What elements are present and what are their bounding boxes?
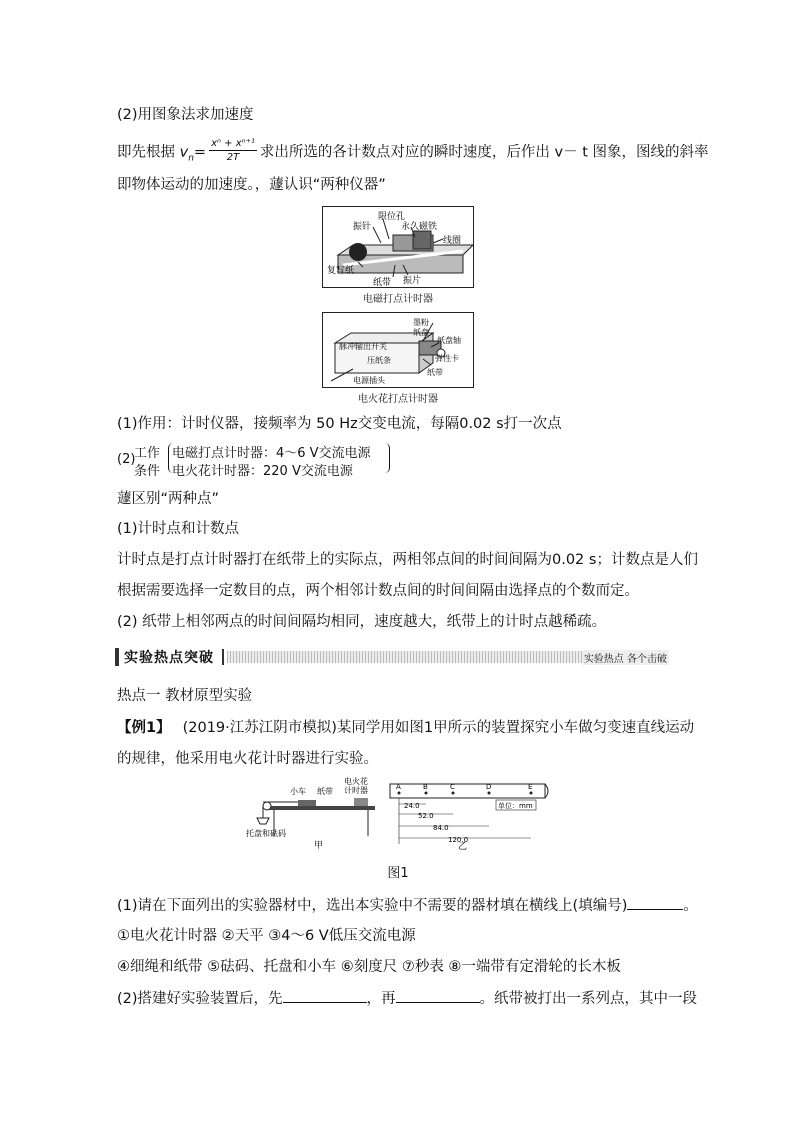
distance-ac: 52.0 xyxy=(418,812,434,820)
question-2-c: 。纸带被打出一系列点，其中一段 xyxy=(479,991,698,1007)
banner-title: 实验热点突破 xyxy=(124,650,214,666)
formula-v: v xyxy=(179,144,189,161)
banner-right-text: 实验热点 各个击破 xyxy=(582,650,669,665)
distance-ad: 84.0 xyxy=(433,824,449,832)
formula-line xyxy=(117,139,709,167)
label-pulse-switch: 脉冲输出开关 xyxy=(339,342,387,351)
tape-drawing xyxy=(388,778,553,850)
equipment-list-2: ④细绳和纸带 ⑤砝码、托盘和小车 ⑥刻度尺 ⑦秒表 ⑧一端带有定滑轮的长木板 xyxy=(117,959,621,975)
question-2-a: (2)搭建好实验装置后，先 xyxy=(117,991,283,1007)
spark-timer-caption: 电火花打点计时器 xyxy=(358,394,438,405)
points-title: (1)计时点和计数点 xyxy=(117,521,240,537)
formula-eq: = xyxy=(193,144,207,161)
example-tag: 【例1】 xyxy=(117,720,171,736)
points-paragraph-2: 根据需要选择一定数目的点，两个相邻计数点间的时间间隔由选择点的个数而定。 xyxy=(117,583,639,599)
example-1-text-1: (2019·江苏江阴市模拟)某同学用如图1甲所示的装置探究小车做匀变速直线运动 xyxy=(182,720,695,736)
recognize-title: 蘧认识“两种仪器” xyxy=(269,177,386,193)
label-vibrator: 振片 xyxy=(403,276,422,286)
distance-ae: 120.0 xyxy=(448,836,469,844)
distance-ab: 24.0 xyxy=(404,802,420,810)
section-title-graph-method: (2)用图象法求加速度 xyxy=(117,107,254,123)
question-2-blank-2[interactable] xyxy=(396,988,480,1003)
example-1-line-2: 的规律，他采用电火花计时器进行实验。 xyxy=(117,751,378,767)
hot-topic-1: 热点一 教材原型实验 xyxy=(117,688,253,704)
point-c: C xyxy=(450,783,455,791)
label-timer: 计时器 xyxy=(344,786,368,795)
spark-timer-figure xyxy=(322,312,474,388)
question-2-b: ，再 xyxy=(366,991,396,1007)
question-1-text: (1)请在下面列出的实验器材中，选出本实验中不需要的器材填在横线上(填编号) xyxy=(117,898,628,914)
banner-left-bar xyxy=(115,648,119,666)
working-conditions xyxy=(117,441,417,479)
electromagnetic-timer-drawing xyxy=(323,207,473,287)
label-reel-axle: 纸盘轴 xyxy=(437,336,461,345)
point-e: E xyxy=(528,783,533,791)
apparatus-figure xyxy=(242,776,377,851)
spark-timer-drawing xyxy=(323,313,473,387)
caption-yi: 乙 xyxy=(458,842,468,850)
label-tape: 纸带 xyxy=(373,278,392,287)
example-1-line-1 xyxy=(117,718,694,738)
label-limit-hole: 限位孔 xyxy=(378,212,406,222)
label-press-strip: 压纸条 xyxy=(367,356,391,365)
point-d: D xyxy=(486,783,492,791)
label-coil: 线圈 xyxy=(443,236,462,246)
label-spring-clip: 弹性卡 xyxy=(435,354,459,363)
formula-denominator: 2T xyxy=(226,152,240,163)
point-b: B xyxy=(423,783,428,791)
cond-item-2: 电火花计时器：220 V交流电源 xyxy=(172,464,353,479)
label-tape: 纸带 xyxy=(427,368,443,377)
label-tray-weights: 托盘和砝码 xyxy=(246,829,286,838)
label-toner: 墨粉 xyxy=(413,318,429,327)
electromagnetic-timer-caption: 电磁打点计时器 xyxy=(363,294,433,305)
cond-prefix: (2) xyxy=(117,452,136,467)
right-brace xyxy=(385,443,390,473)
electromagnetic-timer-figure xyxy=(322,206,474,288)
label-carbon-paper: 复写纸 xyxy=(327,266,355,276)
question-1-blank[interactable] xyxy=(627,895,683,910)
label-tape: 纸带 xyxy=(317,787,333,796)
tape-figure xyxy=(388,778,553,850)
accel-line xyxy=(117,175,386,195)
question-2 xyxy=(117,988,697,1009)
cond-item-1: 电磁打点计时器：4～6 V交流电源 xyxy=(172,446,371,461)
cond-word-2: 条件 xyxy=(134,464,161,479)
question-1 xyxy=(117,895,698,916)
label-spark: 电火花 xyxy=(344,777,368,786)
section-banner xyxy=(115,648,675,666)
point-a: A xyxy=(396,783,401,791)
question-2-blank-1[interactable] xyxy=(283,988,367,1003)
formula-v-sub: n xyxy=(188,153,194,164)
accel-text: 即物体运动的加速度。， xyxy=(117,177,270,193)
distinguish-title: 蘧区别“两种点” xyxy=(117,491,220,507)
formula-pre: 即先根据 xyxy=(117,144,180,161)
formula-fraction xyxy=(209,137,257,164)
points-paragraph-3: (2) 纸带上相邻两点的时间间隔均相同，速度越大，纸带上的计时点越稀疏。 xyxy=(117,614,607,630)
label-needle: 振针 xyxy=(353,222,372,232)
figure-1-caption: 图1 xyxy=(387,866,409,881)
formula-post: 求出所选的各计数点对应的瞬时速度，后作出 v－ t 图象，图线的斜率 xyxy=(259,144,709,161)
label-plug: 电源插头 xyxy=(353,376,385,385)
apparatus-drawing xyxy=(242,776,377,851)
label-magnet: 永久磁铁 xyxy=(401,222,438,232)
unit-label: 单位：mm xyxy=(498,802,533,810)
label-cart: 小车 xyxy=(290,787,306,796)
banner-divider xyxy=(222,649,224,665)
formula-numerator: xⁿ + xⁿ⁺¹ xyxy=(211,138,255,149)
question-1-end: 。 xyxy=(683,898,698,914)
equipment-list-1: ①电火花计时器 ②天平 ③4～6 V低压交流电源 xyxy=(117,928,416,944)
points-paragraph-1: 计时点是打点计时器打在纸带上的实际点，两相邻点间的时间间隔为0.02 s；计数点是人们 xyxy=(117,552,698,568)
function-line: (1)作用：计时仪器，接频率为 50 Hz交变电流，每隔0.02 s打一次点 xyxy=(117,416,562,432)
label-reel: 纸盘 xyxy=(413,328,429,337)
caption-jia: 甲 xyxy=(314,841,324,851)
cond-word-1: 工作 xyxy=(134,446,161,461)
